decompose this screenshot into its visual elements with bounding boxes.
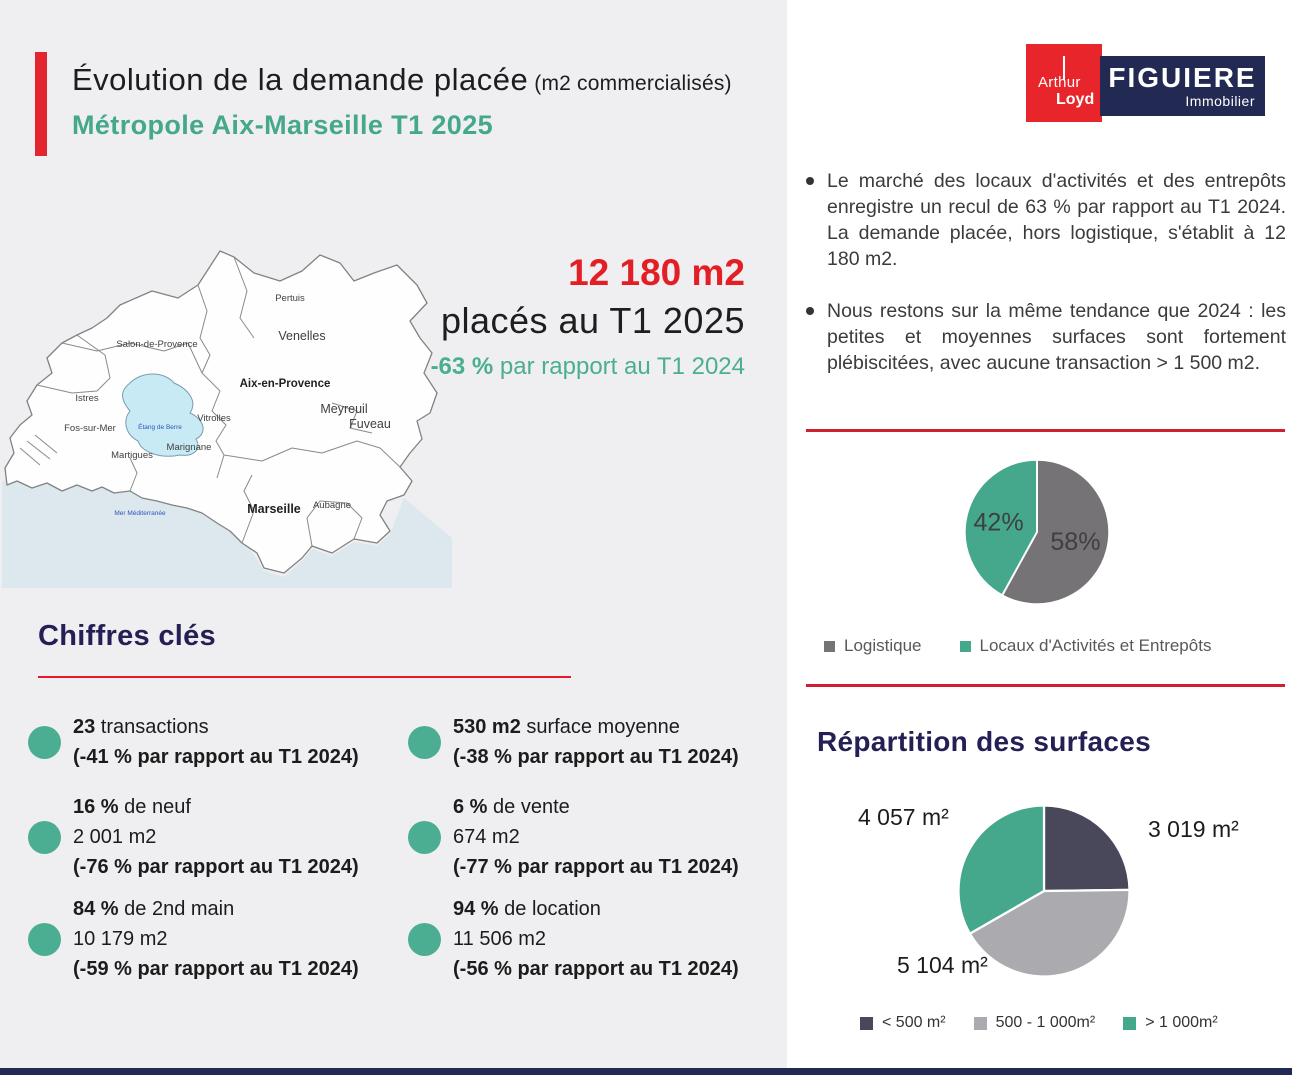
legend-label: Locaux d'Activités et Entrepôts xyxy=(979,636,1212,655)
bullet-item xyxy=(806,168,1286,272)
map-label: Aix-en-Provence xyxy=(239,378,331,390)
stat-2nd-main xyxy=(28,894,396,984)
key-figures-underline xyxy=(38,676,571,678)
title-accent-bar xyxy=(35,52,47,156)
arthur-loyd-logo-text2: Loyd xyxy=(1056,91,1095,108)
stat-line1: 94 % de location xyxy=(453,898,601,920)
stat-neuf xyxy=(28,792,396,882)
page-subtitle: Métropole Aix-Marseille T1 2025 xyxy=(72,110,494,140)
arthur-loyd-logo xyxy=(1026,44,1102,122)
map-label: Istres xyxy=(75,393,99,404)
bullet-icon xyxy=(806,177,814,185)
stat-vente xyxy=(408,792,780,882)
stat-line3: (-77 % par rapport au T1 2024) xyxy=(453,856,739,878)
stat-bullet-icon xyxy=(28,821,61,854)
stat-line3: (-56 % par rapport au T1 2024) xyxy=(453,958,739,980)
key-figure-delta-percent: -63 % xyxy=(430,353,494,380)
page-title-main: Évolution de la demande placée xyxy=(72,62,529,97)
surface-distribution-heading: Répartition des surfaces xyxy=(817,726,1151,757)
stat-bullet-icon xyxy=(408,821,441,854)
legend-swatch-teal-icon xyxy=(960,641,971,652)
pie1-legend xyxy=(824,636,1211,656)
legend-label: < 500 m² xyxy=(882,1014,946,1031)
region-map xyxy=(2,243,452,588)
stat-bullet-icon xyxy=(408,726,441,759)
stat-line3: (-41 % par rapport au T1 2024) xyxy=(73,746,359,768)
map-label: Venelles xyxy=(278,329,326,343)
page-title-suffix: (m2 commercialisés) xyxy=(528,72,732,95)
separator-line xyxy=(806,684,1285,687)
legend-item-logistique xyxy=(824,636,922,656)
stats-column-left xyxy=(28,712,396,984)
stat-line3: (-38 % par rapport au T1 2024) xyxy=(453,746,739,768)
stat-line1: 16 % de neuf xyxy=(73,796,191,818)
legend-label: 500 - 1 000m² xyxy=(995,1014,1096,1031)
pie2-label-500-1000: 5 104 m² xyxy=(897,952,988,978)
figuiere-logo-subtext: Immobilier xyxy=(1185,93,1255,109)
stat-line1: 6 % de vente xyxy=(453,796,570,818)
stat-line2: 10 179 m2 xyxy=(73,928,168,950)
stat-bullet-icon xyxy=(28,923,61,956)
map-label: Vitrolles xyxy=(197,413,231,424)
map-label: Pertuis xyxy=(275,293,305,304)
arthur-loyd-logo-text1: Arthur xyxy=(1038,74,1081,91)
stat-line2: 2 001 m2 xyxy=(73,826,157,848)
separator-line xyxy=(806,429,1285,432)
map-label: Aubagne xyxy=(312,500,352,511)
stat-line3: (-59 % par rapport au T1 2024) xyxy=(73,958,359,980)
figuiere-logo xyxy=(1100,56,1265,116)
map-label: Marignane xyxy=(166,442,212,453)
legend-item-gt1000 xyxy=(1123,1014,1217,1032)
pie2-legend xyxy=(860,1014,1218,1032)
pie-slice xyxy=(1044,806,1129,892)
figuiere-logo-text: FIGUIERE xyxy=(1108,62,1257,93)
map-label: Martigues xyxy=(111,450,153,461)
bullet-item xyxy=(806,298,1286,376)
pie2-label-lt500: 3 019 m² xyxy=(1148,816,1239,842)
stat-transactions xyxy=(28,712,396,772)
bullet-text: Le marché des locaux d'activités et des entrepôts enregistre un recul de 63 % par rapport au T1 2024. La demande placée, hors logistique, s'établit à 12 180 m2. xyxy=(827,170,1286,270)
legend-swatch-dark-icon xyxy=(860,1017,873,1030)
map-label: Fuveau xyxy=(349,417,391,431)
stats-column-right xyxy=(408,712,780,984)
key-figures-heading: Chiffres clés xyxy=(38,620,216,652)
legend-label: Logistique xyxy=(844,636,922,655)
stat-line1: 530 m2 surface moyenne xyxy=(453,716,680,738)
page-title xyxy=(72,62,732,98)
market-commentary xyxy=(806,168,1286,402)
key-figure-delta-text: par rapport au T1 2024 xyxy=(493,353,745,380)
legend-item-500-1000 xyxy=(974,1014,1096,1032)
footer-bar xyxy=(0,1068,1292,1075)
legend-label: > 1 000m² xyxy=(1145,1014,1218,1031)
bullet-text: Nous restons sur la même tendance que 2024 : les petites et moyennes surfaces sont fortement plébiscitées, avec aucune transaction > 1 500 m2. xyxy=(827,300,1286,374)
legend-item-locaux xyxy=(960,636,1212,656)
stat-line2: 674 m2 xyxy=(453,826,520,848)
legend-swatch-teal-icon xyxy=(1123,1017,1136,1030)
stat-surface-moyenne xyxy=(408,712,780,772)
stat-line3: (-76 % par rapport au T1 2024) xyxy=(73,856,359,878)
map-label: Salon-de-Provence xyxy=(116,339,198,350)
map-label: Meyreuil xyxy=(320,402,368,416)
key-figure-value: 12 180 m2 xyxy=(568,252,745,293)
map-label: Étang de Berre xyxy=(138,424,182,431)
key-figure-label: placés au T1 2025 xyxy=(440,300,745,341)
bullet-icon xyxy=(806,307,814,315)
stat-bullet-icon xyxy=(28,726,61,759)
stat-line2: 11 506 m2 xyxy=(453,928,547,950)
logistics-split-pie-chart xyxy=(961,456,1113,608)
map-label: Mer Méditerranée xyxy=(114,510,166,517)
pie2-label-gt1000: 4 057 m² xyxy=(858,804,949,830)
map-label: Fos-sur-Mer xyxy=(64,423,116,434)
pie-slice-label: 42% xyxy=(973,508,1024,537)
map-label: Marseille xyxy=(247,502,301,516)
key-figure-delta xyxy=(360,353,745,381)
legend-swatch-gray-icon xyxy=(824,641,835,652)
stat-line1: 84 % de 2nd main xyxy=(73,898,235,920)
legend-swatch-lightgray-icon xyxy=(974,1017,987,1030)
pie-slice-label: 58% xyxy=(1050,528,1101,557)
legend-item-lt500 xyxy=(860,1014,946,1032)
stat-location xyxy=(408,894,780,984)
stat-line1: 23 transactions xyxy=(73,716,209,738)
stat-bullet-icon xyxy=(408,923,441,956)
